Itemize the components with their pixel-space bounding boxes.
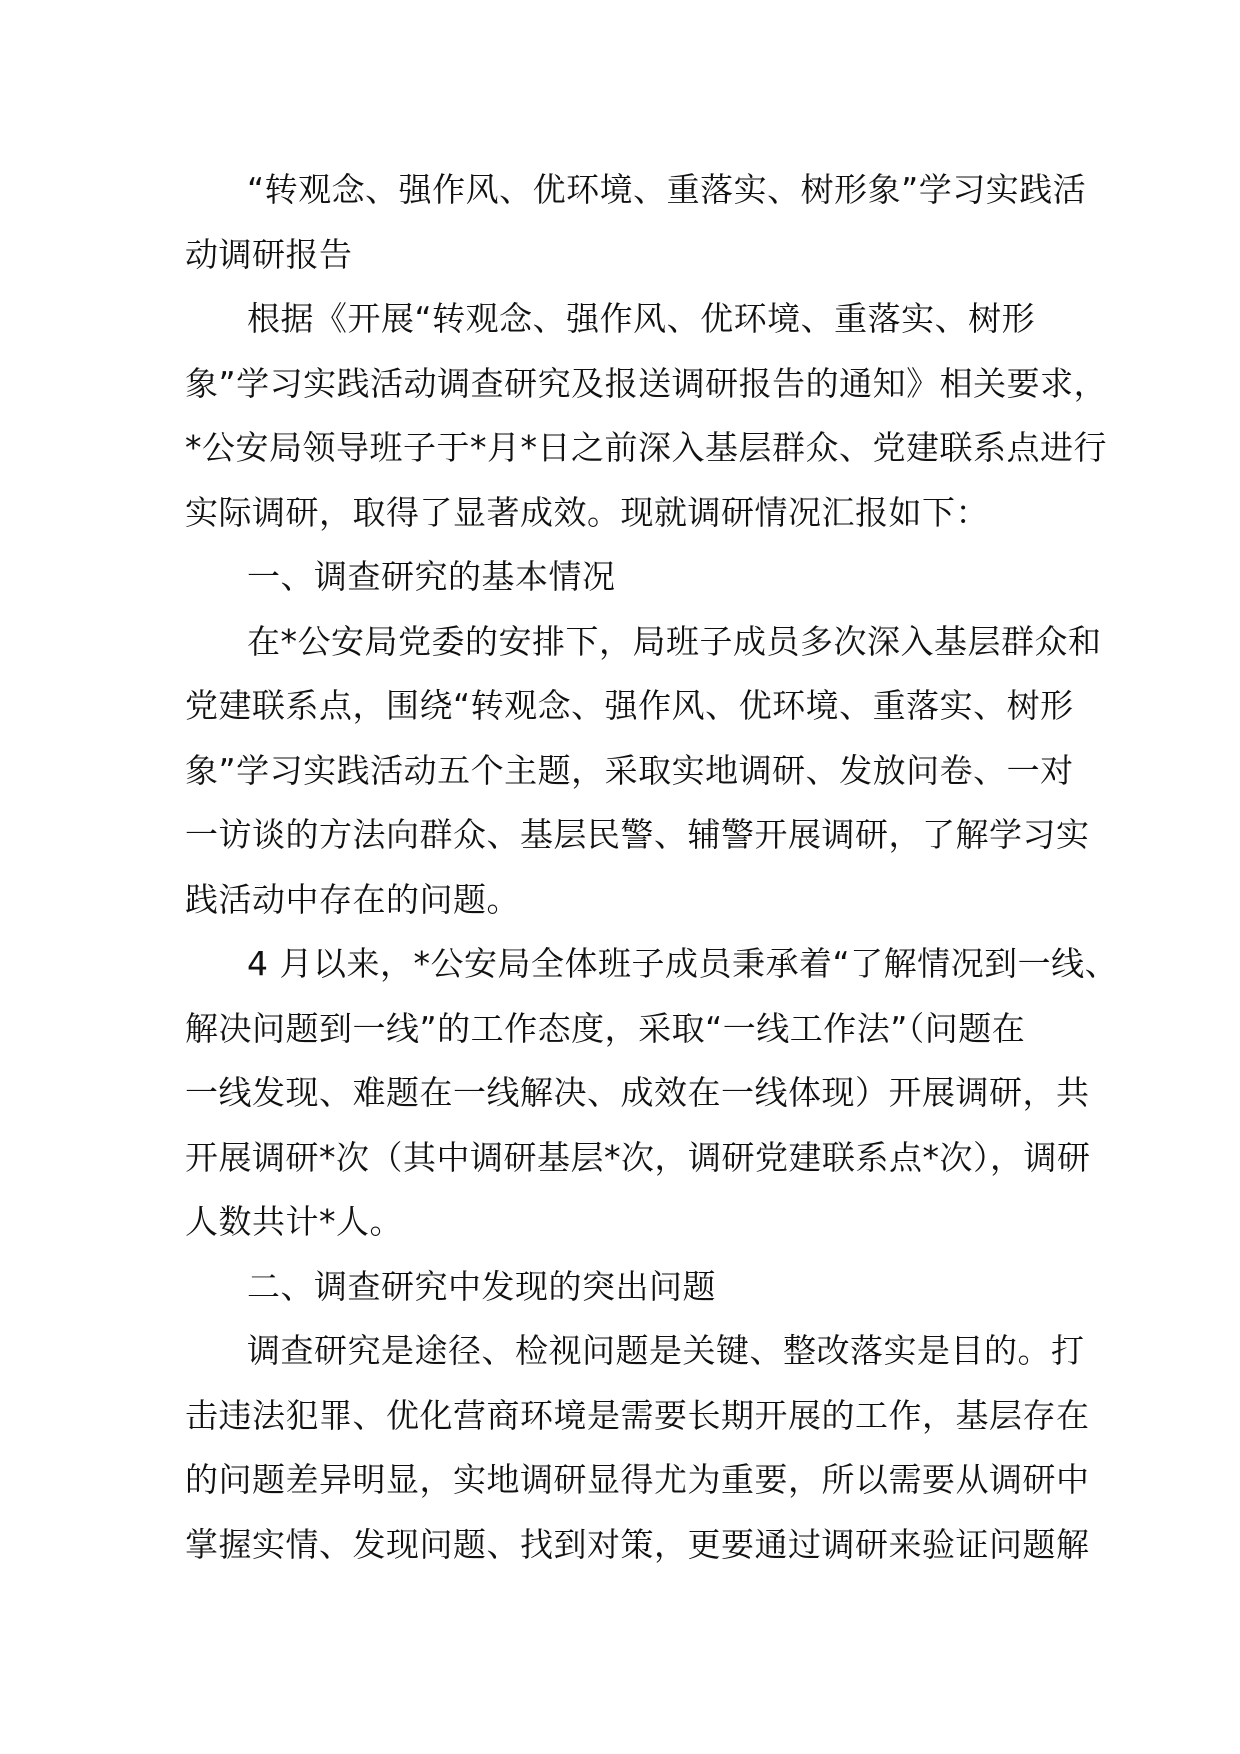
text-line: 践活动中存在的问题。	[185, 879, 520, 919]
text-line: 击违法犯罪、优化营商环境是需要长期开展的工作，基层存在	[185, 1395, 1090, 1435]
text-line: 一线发现、难题在一线解决、成效在一线体现）开展调研，共	[185, 1073, 1090, 1112]
text-line: 一访谈的方法向群众、基层民警、辅警开展调研，了解学习实	[185, 815, 1090, 854]
section-1-paragraph-2	[185, 932, 1119, 1255]
text-line: 象”学习实践活动调查研究及报送调研报告的通知》相关要求，	[185, 363, 1108, 403]
text-line: 人数共计*人。	[185, 1202, 403, 1241]
text-line: 开展调研*次（其中调研基层*次，调研党建联系点*次），调研	[185, 1137, 1091, 1177]
section-heading-2	[185, 1255, 1085, 1320]
text-line: “转观念、强作风、优环境、重落实、树形象”学习实践活	[247, 170, 1087, 209]
text-line: *公安局领导班子于*月*日之前深入基层群众、党建联系点进行	[185, 428, 1107, 467]
text-line: 解决问题到一线”的工作态度，采取“一线工作法”（问题在	[185, 1008, 1026, 1048]
section-heading-1	[185, 545, 1085, 610]
text-line: 4 月以来，*公安局全体班子成员秉承着“了解情况到一线、	[247, 944, 1119, 983]
intro-paragraph	[185, 287, 1108, 545]
text-line: 根据《开展“转观念、强作风、优环境、重落实、树形	[247, 299, 1036, 338]
text-line: 象”学习实践活动五个主题，采取实地调研、发放问卷、一对	[185, 750, 1074, 790]
heading-text: 一、调查研究的基本情况	[247, 557, 616, 596]
text-line: 在*公安局党委的安排下，局班子成员多次深入基层群众和	[247, 621, 1102, 661]
section-1-paragraph-1	[185, 610, 1102, 933]
text-line: 的问题差异明显，实地调研显得尤为重要，所以需要从调研中	[185, 1460, 1090, 1499]
document-body	[185, 158, 1119, 1577]
document-title	[185, 158, 1085, 287]
text-line: 掌握实情、发现问题、找到对策，更要通过调研来验证问题解	[185, 1524, 1090, 1564]
text-line: 党建联系点，围绕“转观念、强作风、优环境、重落实、树形	[185, 686, 1074, 725]
text-line: 实际调研，取得了显著成效。现就调研情况汇报如下：	[185, 492, 989, 532]
text-line: 动调研报告	[185, 234, 353, 274]
text-line: 调查研究是途径、检视问题是关键、整改落实是目的。打	[247, 1331, 1085, 1370]
section-2-paragraph-1	[185, 1319, 1090, 1577]
heading-text: 二、调查研究中发现的突出问题	[247, 1266, 716, 1306]
